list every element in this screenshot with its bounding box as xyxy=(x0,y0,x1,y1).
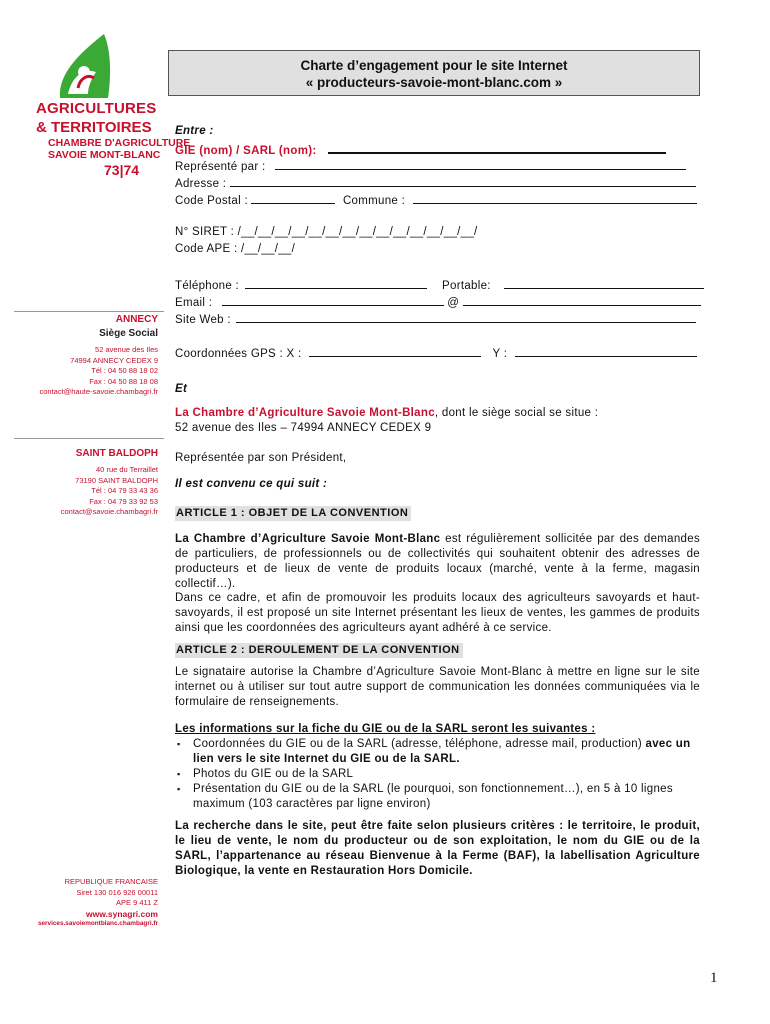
baldoph-fax: Fax : 04 79 33 92 53 xyxy=(89,496,158,506)
logo-line3: CHAMBRE D'AGRICULTURE xyxy=(48,137,191,149)
et-label: Et xyxy=(175,383,188,395)
annecy-city: ANNECY xyxy=(115,314,158,325)
article2-heading-wrap xyxy=(175,643,700,658)
page-number: 1 xyxy=(710,970,718,986)
email-user-field[interactable] xyxy=(222,294,444,306)
list-item xyxy=(175,737,700,767)
document-title-box xyxy=(168,50,700,96)
list-item: ▪ Présentation du GIE ou de la SARL (le pourquoi, son fonctionnement…), en 5 à 10 lignes maximum (103 caractères par ligne environ) xyxy=(175,782,700,812)
baldoph-city: SAINT BALDOPH xyxy=(75,448,158,459)
footer-republic: REPUBLIQUE FRANCAISE xyxy=(64,877,158,886)
email-at: @ xyxy=(447,297,460,309)
footer-ape: APE 9 411 Z xyxy=(116,898,158,908)
commune-label: Commune : xyxy=(342,195,406,207)
title-line2: « producteurs-savoie-mont-blanc.com » xyxy=(305,75,563,90)
adresse-label: Adresse : xyxy=(175,178,227,190)
article2-list-block xyxy=(175,722,700,812)
sidebar-divider xyxy=(14,311,164,312)
entre-label: Entre : xyxy=(175,125,214,137)
chambre-siege-text: , dont le siège social se situe : xyxy=(434,407,599,419)
contact-section xyxy=(175,277,700,328)
baldoph-address1: 40 rue du Terraillet xyxy=(96,465,158,474)
sidebar-annecy xyxy=(39,313,158,398)
footer-services-link[interactable]: services.savoiemontblanc.chambagri.fr xyxy=(37,920,158,927)
adresse-row xyxy=(175,175,700,192)
code-ape-field[interactable]: Code APE : /__/__/__/ xyxy=(175,243,296,255)
chambre-name: La Chambre d’Agriculture Savoie Mont-Blanc xyxy=(175,407,435,419)
article2-p1: Le signataire autorise la Chambre d’Agriculture Savoie Mont-Blanc à mettre en ligne sur le site internet ou à utiliser sur tout autre support de communication les données communiquées via le formulaire de renseignements. xyxy=(175,666,700,708)
telephone-label: Téléphone : xyxy=(175,280,240,292)
sidebar-saint-baldoph xyxy=(61,447,158,518)
list-item-bold: avec un lien vers le site Internet du GIE ou de la SARL. xyxy=(193,738,691,765)
code-postal-row xyxy=(175,192,700,209)
title-line1: Charte d’engagement pour le site Internet xyxy=(300,58,568,73)
email-row xyxy=(175,294,700,311)
siret-field[interactable]: N° SIRET : /__/__/__/__/__/__/__/__/__/__/__/__/__/__/ xyxy=(175,226,478,238)
code-postal-field[interactable] xyxy=(251,192,335,204)
email-domain-field[interactable] xyxy=(463,294,701,306)
email-label: Email : xyxy=(175,297,213,309)
site-web-row xyxy=(175,311,700,328)
site-web-field[interactable] xyxy=(236,311,696,323)
annecy-address2: 74994 ANNECY CEDEX 9 xyxy=(70,355,158,365)
commune-field[interactable] xyxy=(413,192,697,204)
gie-row xyxy=(175,141,700,158)
adresse-field[interactable] xyxy=(230,175,696,187)
list-item-text: Coordonnées du GIE ou de la SARL (adresse, téléphone, adresse mail, production) xyxy=(193,738,646,750)
baldoph-email[interactable]: contact@savoie.chambagri.fr xyxy=(60,507,158,517)
annecy-label: Siège Social xyxy=(99,328,158,339)
article1-heading: ARTICLE 1 : OBJET DE LA CONVENTION xyxy=(175,506,411,521)
gps-x-field[interactable] xyxy=(309,345,481,357)
chambre-line xyxy=(175,406,700,421)
footer-siret: Siret 130 016 926 00011 xyxy=(76,887,158,897)
gps-x-label: Coordonnées GPS : X : xyxy=(175,348,302,360)
article1-heading-wrap xyxy=(175,506,700,521)
annecy-address1: 52 avenue des Iles xyxy=(95,345,158,354)
gps-y-field[interactable] xyxy=(515,345,697,357)
chambre-address: 52 avenue des Iles – 74994 ANNECY CEDEX 9 xyxy=(175,422,432,434)
gie-label: GIE (nom) / SARL (nom): xyxy=(175,145,317,157)
represente-field[interactable] xyxy=(275,158,686,170)
footer-web-link[interactable]: www.synagri.com xyxy=(86,908,158,919)
logo-line2: & TERRITOIRES xyxy=(36,119,152,136)
sidebar-footer xyxy=(65,877,158,919)
telephone-row xyxy=(175,277,700,294)
annecy-tel: Tél : 04 50 88 18 02 xyxy=(91,366,158,376)
gps-row xyxy=(175,345,700,362)
gps-y-label: Y : xyxy=(492,348,508,360)
annecy-email[interactable]: contact@haute-savoie.chambagri.fr xyxy=(39,387,158,397)
article2-list-title: Les informations sur la fiche du GIE ou de la SARL seront les suivantes : xyxy=(175,723,596,735)
form-section xyxy=(175,124,700,209)
logo-line1: AGRICULTURES xyxy=(36,100,157,117)
portable-label: Portable: xyxy=(442,280,491,292)
gie-field[interactable] xyxy=(328,141,666,154)
article1-p2: Dans ce cadre, et afin de promouvoir les produits locaux des agriculteurs savoyards et haut-savoyards, il est proposé un site Internet présentant les lieux de ventes, les gammes de produits ainsi que les coordonnées des agriculteurs ayant adhéré à ce service. xyxy=(175,592,700,634)
baldoph-tel: Tél : 04 79 33 43 36 xyxy=(91,486,158,496)
sidebar-divider xyxy=(14,438,164,439)
annecy-fax: Fax : 04 50 88 18 08 xyxy=(89,376,158,386)
logo-line4: SAVOIE MONT-BLANC xyxy=(48,149,161,161)
list-item: ▪ Photos du GIE ou de la SARL xyxy=(175,767,700,782)
article1-p1-bold: La Chambre d’Agriculture Savoie Mont-Blanc xyxy=(175,533,441,545)
article1-p1-rest: est régulièrement sollicitée par des demandes de particuliers, de professionnels ou de collectivités qui souhaitent obtenir des adresses de producteurs et de lieux de vente de produits locaux (marché, vente à la ferme, magasin collectif…). xyxy=(175,533,700,590)
logo-line5: 73|74 xyxy=(104,162,140,178)
site-web-label: Site Web : xyxy=(175,314,231,326)
convenu-text: Il est convenu ce qui suit : xyxy=(175,478,328,490)
code-postal-label: Code Postal : xyxy=(175,195,248,207)
article1-p1 xyxy=(175,532,700,592)
represente-row xyxy=(175,158,700,175)
telephone-field[interactable] xyxy=(245,277,427,289)
article2-list xyxy=(175,737,700,812)
chambre-block xyxy=(175,406,700,436)
article2-heading: ARTICLE 2 : DEROULEMENT DE LA CONVENTION xyxy=(175,643,463,658)
representee-text: Représentée par son Président, xyxy=(175,452,347,464)
portable-field[interactable] xyxy=(504,277,704,289)
article2-criteria: La recherche dans le site, peut être faite selon plusieurs critères : le territoire, le produit, le lieu de vente, le nom du producteur ou de son exploitation, le nom du GIE ou de la SARL, l’appartenance au réseau Bienvenue à la Ferme (BAF), la labellisation Agriculture Biologique, la vente en Restauration Hors Domicile. xyxy=(175,820,700,877)
represente-label: Représenté par : xyxy=(175,161,266,173)
baldoph-address2: 73190 SAINT BALDOPH xyxy=(75,475,158,485)
identifiers-section xyxy=(175,225,700,259)
